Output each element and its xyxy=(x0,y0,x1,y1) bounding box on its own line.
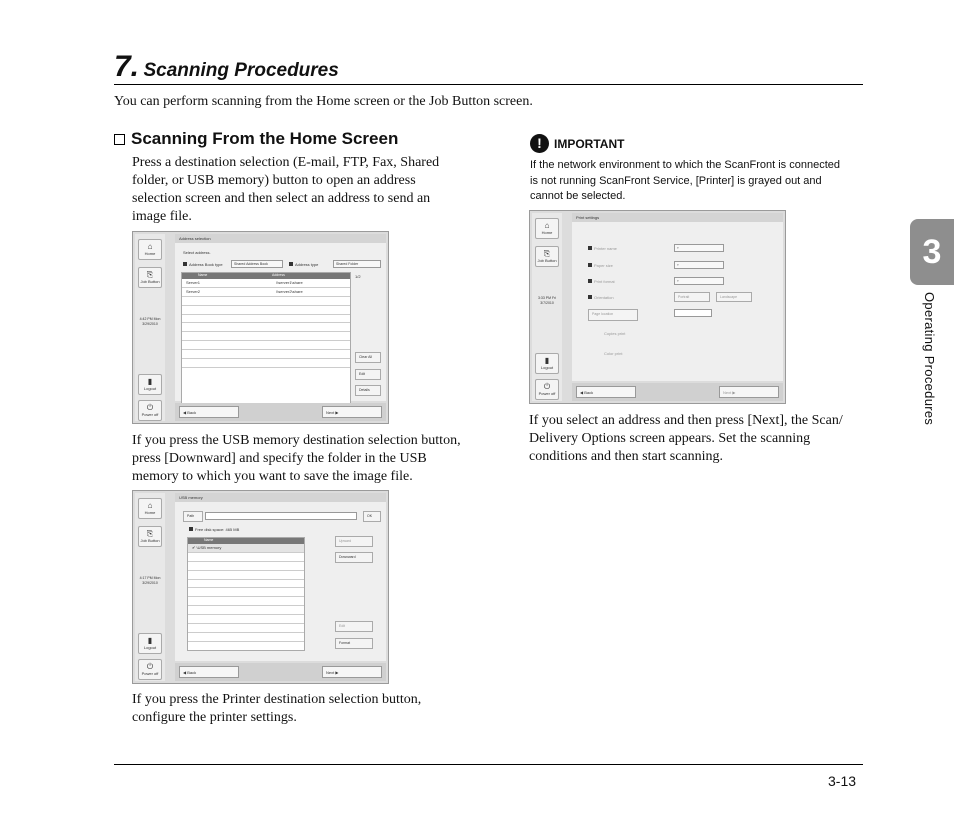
field-label: Print format xyxy=(588,279,615,284)
home-icon: ⌂ xyxy=(147,242,153,251)
p2-line: press [Downward] and specify the folder in the USB xyxy=(132,451,427,466)
chapter-tab: 3 xyxy=(910,219,954,285)
intro-text: You can perform scanning from the Home screen or the Job Button screen. xyxy=(114,94,533,109)
type-label: Address type xyxy=(289,262,318,267)
table-row xyxy=(182,332,350,341)
table-row xyxy=(188,597,304,606)
address-selection-screenshot xyxy=(132,231,389,424)
screen-footer xyxy=(572,383,783,401)
important-line: is not running ScanFront Service, [Printer] is grayed out and xyxy=(530,174,822,187)
field-label: Orientation xyxy=(588,295,614,300)
copies-label: Copies print xyxy=(604,331,626,336)
job-icon: ⎘ xyxy=(543,249,551,258)
ok-button: OK xyxy=(363,511,381,522)
p4-line: conditions and then start scanning. xyxy=(529,449,724,464)
job-icon: ⎘ xyxy=(146,529,154,538)
logout-icon: ▮ xyxy=(544,356,550,365)
back-button: ◀ Back xyxy=(179,406,239,418)
home-button: ⌂ Home xyxy=(138,498,162,519)
print-settings-screenshot xyxy=(529,210,786,404)
format-dropdown: ▾ xyxy=(674,277,724,285)
select-label: Select address. xyxy=(183,250,211,255)
table-row xyxy=(182,323,350,332)
color-label: Color print xyxy=(604,351,623,356)
field-label: Paper size xyxy=(588,263,613,268)
p3-line: configure the printer settings. xyxy=(132,710,297,725)
screen-sidebar xyxy=(135,234,165,421)
paragraph-1 xyxy=(132,154,439,226)
screen-sidebar xyxy=(135,493,165,681)
next-button: Next ▶ xyxy=(719,386,779,398)
screen-footer xyxy=(175,403,386,421)
chapter-name: Scanning Procedures xyxy=(143,60,339,81)
exclamation-circle-icon: ! xyxy=(530,134,549,153)
table-row xyxy=(188,633,304,642)
power-button: ⏻ Power off xyxy=(138,400,162,421)
p4-line: If you select an address and then press [Next], the Scan/ xyxy=(529,413,843,428)
next-button: Next ▶ xyxy=(322,666,382,678)
path-field xyxy=(205,512,357,520)
logout-button: ▮ Logout xyxy=(138,374,162,395)
table-row xyxy=(188,615,304,624)
paragraph-4 xyxy=(529,412,843,466)
p2-line: memory to which you want to save the image file. xyxy=(132,469,413,484)
address-table xyxy=(181,272,351,408)
table-row xyxy=(188,606,304,615)
power-icon: ⏻ xyxy=(146,662,154,671)
field-label: Printer name xyxy=(588,246,617,251)
details-button: Details xyxy=(355,385,381,396)
logout-button: ▮ Logout xyxy=(138,633,162,654)
power-icon: ⏻ xyxy=(543,382,551,391)
checkbox-bullet-icon xyxy=(114,134,125,145)
home-icon: ⌂ xyxy=(544,221,550,230)
screen-sidebar xyxy=(532,213,562,401)
p2-line: If you press the USB memory destination selection button, xyxy=(132,433,461,448)
clear-all-button: Clear All xyxy=(355,352,381,363)
job-button: ⎘ Job Button xyxy=(138,526,162,547)
page-location-button: Page location xyxy=(588,309,638,321)
table-row xyxy=(182,350,350,359)
job-icon: ⎘ xyxy=(146,270,154,279)
paper-dropdown: ▾ xyxy=(674,261,724,269)
logout-icon: ▮ xyxy=(147,636,153,645)
paragraph-2 xyxy=(132,432,461,486)
p4-line: Delivery Options screen appears. Set the scanning xyxy=(529,431,811,446)
screen-footer xyxy=(175,663,386,681)
chapter-title xyxy=(114,50,339,84)
p1-line: selection screen and then select an address to send an xyxy=(132,191,431,206)
portrait-button: Portrait xyxy=(674,292,710,302)
section-title: Scanning From the Home Screen xyxy=(131,129,399,148)
screen-title: Address selection xyxy=(175,234,386,243)
clock: 4:42 PM Mon 3/29/2010 xyxy=(139,317,161,326)
important-line: If the network environment to which the ScanFront is connected xyxy=(530,159,840,171)
chapter-number: 7. xyxy=(114,50,140,83)
important-text xyxy=(530,158,866,205)
back-button: ◀ Back xyxy=(179,666,239,678)
p1-line: folder, or USB memory) button to open an address xyxy=(132,173,416,188)
table-row: Server2 \\server2\share xyxy=(182,288,350,297)
table-row xyxy=(188,588,304,597)
book-label: Address Book type xyxy=(183,262,223,267)
table-header: Name xyxy=(188,538,304,544)
edit-button: Edit xyxy=(335,621,373,632)
table-row: ✔ \USB memory xyxy=(188,544,304,553)
printer-dropdown: ▾ xyxy=(674,244,724,252)
free-space: Free disk space: 465 MB xyxy=(189,527,239,532)
power-button: ⏻ Power off xyxy=(535,379,559,400)
back-button: ◀ Back xyxy=(576,386,636,398)
table-header: Name Address xyxy=(182,273,350,279)
important-heading xyxy=(530,134,624,153)
top-rule xyxy=(114,84,863,85)
job-button: ⎘ Job Button xyxy=(535,246,559,267)
p1-line: Press a destination selection (E-mail, FTP, Fax, Shared xyxy=(132,155,440,170)
page-number: 3-13 xyxy=(828,773,857,789)
home-icon: ⌂ xyxy=(147,501,153,510)
p3-line: If you press the Printer destination selection button, xyxy=(132,692,422,707)
book-dropdown: Shared Address Book xyxy=(231,260,283,268)
format-button: Format xyxy=(335,638,373,649)
important-line: cannot be selected. xyxy=(530,190,626,202)
screen-title: USB memory xyxy=(175,493,386,502)
power-icon: ⏻ xyxy=(146,403,154,412)
paragraph-3 xyxy=(132,691,421,727)
logout-button: ▮ Logout xyxy=(535,353,559,374)
upward-button: Upward xyxy=(335,536,373,547)
screen-title: Print settings xyxy=(572,213,783,222)
table-row xyxy=(182,297,350,306)
downward-button: Downward xyxy=(335,552,373,563)
table-row xyxy=(188,580,304,589)
important-label: IMPORTANT xyxy=(554,136,625,151)
section-heading xyxy=(114,129,398,149)
path-button: Path xyxy=(183,511,203,522)
table-row xyxy=(182,315,350,324)
p1-line: image file. xyxy=(132,209,192,224)
job-button: ⎘ Job Button xyxy=(138,267,162,288)
logout-icon: ▮ xyxy=(147,377,153,386)
type-dropdown: Shared Folder xyxy=(333,260,381,268)
bottom-rule xyxy=(114,764,863,765)
table-row xyxy=(182,306,350,315)
chapter-tab-label: Operating Procedures xyxy=(922,292,937,426)
home-button: ⌂ Home xyxy=(138,239,162,260)
usb-memory-screenshot xyxy=(132,490,389,684)
table-row xyxy=(188,562,304,571)
clock: 4:17 PM Mon 3/29/2010 xyxy=(139,576,161,585)
table-row xyxy=(182,341,350,350)
page-indicator: 1/2 xyxy=(355,274,361,279)
next-button: Next ▶ xyxy=(322,406,382,418)
usb-table xyxy=(187,537,305,651)
edit-button: Edit xyxy=(355,369,381,380)
table-row xyxy=(188,624,304,633)
landscape-button: Landscape xyxy=(716,292,752,302)
clock: 3:33 PM Fri 3/7/2010 xyxy=(537,296,557,305)
copies-field xyxy=(674,309,712,317)
table-row xyxy=(188,571,304,580)
power-button: ⏻ Power off xyxy=(138,659,162,680)
table-row: Server1 \\server1\share xyxy=(182,279,350,288)
table-row xyxy=(182,359,350,368)
table-row xyxy=(188,553,304,562)
home-button: ⌂ Home xyxy=(535,218,559,239)
